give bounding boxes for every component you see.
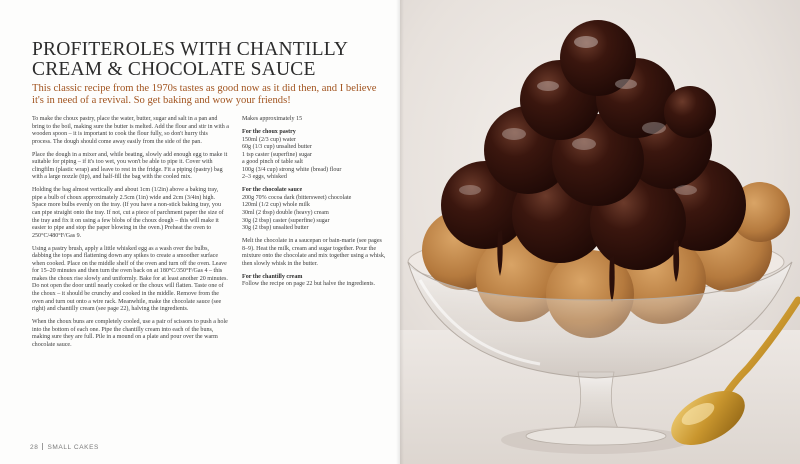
chantilly-text: Follow the recipe on page 22 but halve the ingredients.	[242, 281, 375, 288]
profiteroles-photo	[400, 0, 800, 464]
chantilly-section	[242, 274, 388, 289]
book-gutter	[396, 0, 404, 464]
method-paragraph: Holding the bag almost vertically and about 1cm (1/2in) above a baking tray, pipe a bulb of choux approximately 2.5cm (1in) wide and 2cm (3/4in) high. Space more bulbs evenly on the tray. (If you have a non-stick baking tray, you can pipe straight onto the tray. If not, cut a piece of parchment paper the size of the tray and fix it on using a few blobs of the choux dough – this will make it easier to pipe and stop the paper blowing in the oven.) Preheat the oven to 250°C/480°F/Gas 9.	[32, 187, 224, 239]
ingredient-item: 200g 70% cocoa dark (bittersweet) chocolate	[242, 194, 352, 201]
ingredient-item: a good pinch of table salt	[242, 159, 303, 166]
choux-heading: For the choux pastry	[242, 129, 296, 136]
method-paragraph: When the choux buns are completely cooled, use a pair of scissors to push a hole into the bottom of each one. Pipe the chantilly cream into each of the buns, making sure they are full. Pile in a mound on a plate and pour over the warm chocolate sauce.	[32, 319, 228, 348]
ingredient-item: 30g (2 tbsp) unsalted butter	[242, 225, 309, 232]
sauce-method: Melt the chocolate in a saucepan or bain-marie (see pages 8–9). Heat the milk, cream and sugar together. Pour the mixture onto the chocolate and mix together using a whisk, then slowly whisk in the butter.	[242, 238, 386, 267]
page-footer	[30, 443, 99, 451]
section-name: SMALL CAKES	[47, 444, 99, 451]
page-number: 28	[30, 444, 39, 451]
ingredients-column	[242, 116, 388, 294]
method-paragraph: Place the dough in a mixer and, while beating, slowly add enough egg to make it suitable for piping – if it's too wet, you won't be able to pipe it. Cover with clingfilm (plastic wrap) and leave to rest in the fridge. Fit a piping (pastry) bag with a large nozzle (tip), and half-fill the bag with the cooled mix.	[32, 151, 228, 181]
ingredient-item: 30g (2 tbsp) caster (superfine) sugar	[242, 217, 330, 224]
sauce-heading: For the chocolate sauce	[242, 187, 303, 194]
ingredient-item: 1 tsp caster (superfine) sugar	[242, 151, 312, 158]
ingredient-item: 150ml (2/3 cup) water	[242, 136, 296, 143]
profiteroles-illustration	[400, 0, 800, 464]
recipe-intro: This classic recipe from the 1970s tastes as good now as it did then, and I believe it's in need of a revival. So get baking and wow your friends!	[32, 83, 377, 107]
method-paragraph: Using a pastry brush, apply a little whisked egg as a wash over the bulbs, dabbing the tops and flattening down any spikes to create a smoother surface when cooked. Place on the middle shelf of the oven and turn off the oven. Leave for 15–20 minutes and then turn the oven back on at 180°C/350°F/Gas 4 – this makes the choux rise slowly and uniformly. Bake for at least another 20 minutes. Do not open the door until nearly cooked or the choux will flatten. Taste one of the choux – it should be crunchy and cooked in the middle. Remove from the oven and turn out onto a wire rack. Meanwhile, make the chocolate sauce (see right) and chantilly cream (see page 22), halving the ingredients.	[32, 245, 228, 313]
choux-ingredients	[242, 129, 388, 182]
ingredient-item: 120ml (1/2 cup) whole milk	[242, 202, 310, 209]
ingredient-item: 2–3 eggs, whisked	[242, 174, 287, 181]
footer-divider	[42, 443, 43, 450]
ingredient-item: 30ml (2 tbsp) double (heavy) cream	[242, 210, 329, 217]
method-column	[32, 116, 229, 355]
yield-text: Makes approximately 15	[242, 116, 303, 122]
sauce-ingredients	[242, 187, 388, 232]
method-paragraph: To make the choux pastry, place the water, butter, sugar and salt in a pan and bring to the boil, making sure the butter is melted. Add the flour and stir in with a wooden spoon – it is important to cook the flour fully, so don't hurry this process. The dough should come away easily from the side of the pan.	[32, 116, 229, 145]
ingredient-item: 60g (1/3 cup) unsalted butter	[242, 144, 312, 151]
chantilly-heading: For the chantilly cream	[242, 273, 303, 280]
ingredient-item: 100g (3/4 cup) strong white (bread) flour	[242, 166, 342, 173]
recipe-title: PROFITEROLES WITH CHANTILLY CREAM & CHOCOLATE SAUCE	[32, 39, 348, 80]
